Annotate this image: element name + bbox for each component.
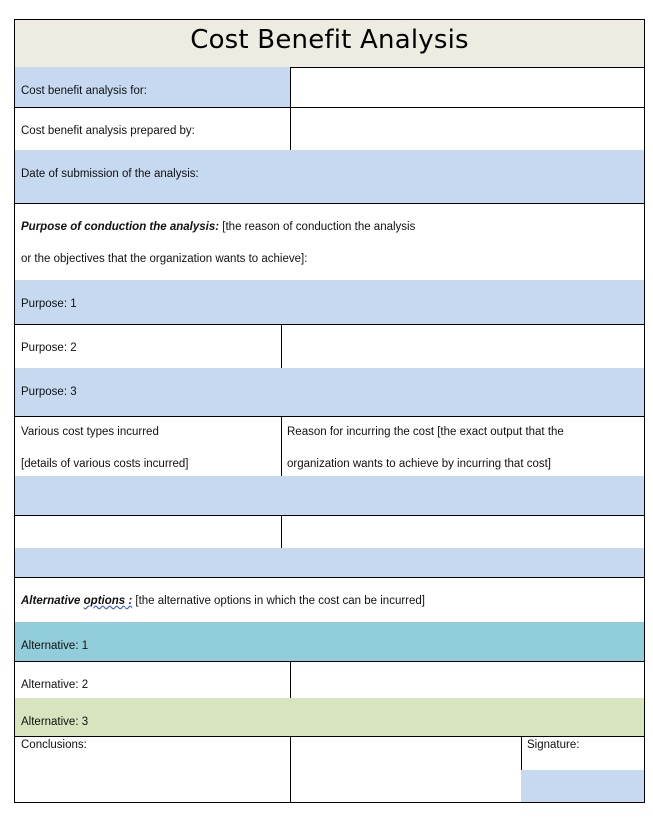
alternative-2-value-cell[interactable] (290, 661, 645, 699)
purpose-3-value-cell[interactable] (281, 368, 645, 417)
alternative-3-label-cell (14, 698, 291, 737)
alternative-3-label: Alternative: 3 (21, 716, 89, 728)
cost-row-1-right[interactable] (281, 476, 645, 516)
purpose-heading-line2: or the objectives that the organization wants to achieve]: (21, 253, 308, 265)
alternatives-heading-rest: [the alternative options in which the cost can be incurred] (132, 595, 425, 607)
prepared-by-label: Cost benefit analysis prepared by: (21, 125, 195, 137)
alternatives-heading-word1: Alternative (21, 595, 81, 607)
alternative-3-value-cell[interactable] (290, 698, 645, 737)
alternative-1-label: Alternative: 1 (21, 640, 89, 652)
cost-types-line1: Various cost types incurred (21, 426, 159, 438)
purpose-1-value-cell[interactable] (281, 280, 645, 325)
cost-reason-line2: organization wants to achieve by incurring that cost] (287, 458, 552, 470)
alternatives-heading (21, 595, 425, 607)
date-submission-label-cell (14, 150, 291, 204)
alternative-1-value-cell[interactable] (290, 622, 645, 662)
cost-types-line2: [details of various costs incurred] (21, 458, 189, 470)
cost-row-3-left[interactable] (14, 548, 282, 578)
alternatives-heading-word2: options (83, 595, 126, 607)
prepared-by-label-cell (14, 107, 291, 151)
purpose-1-label-cell (14, 280, 282, 325)
title-bar (14, 19, 645, 68)
date-submission-label: Date of submission of the analysis: (21, 168, 199, 180)
signature-label-cell (521, 736, 645, 771)
alternatives-heading-cell (14, 577, 645, 623)
cost-reason-line1: Reason for incurring the cost [the exact output that the (287, 426, 564, 438)
purpose-3-label-cell (14, 368, 282, 417)
purpose-heading-cell (14, 203, 645, 281)
alternative-2-label-cell (14, 661, 291, 699)
purpose-2-label: Purpose: 2 (21, 342, 77, 354)
alternative-1-label-cell (14, 622, 291, 662)
signature-value-cell[interactable] (521, 770, 645, 803)
conclusions-label-cell (14, 736, 291, 803)
purpose-heading (21, 221, 415, 233)
alternative-2-label: Alternative: 2 (21, 679, 89, 691)
analysis-for-value-cell[interactable] (290, 67, 645, 108)
purpose-3-label: Purpose: 3 (21, 386, 77, 398)
purpose-heading-rest: [the reason of conduction the analysis (219, 221, 416, 233)
cost-row-3-right[interactable] (281, 548, 645, 578)
page-title: Cost Benefit Analysis (190, 25, 469, 55)
analysis-for-label: Cost benefit analysis for: (21, 85, 147, 97)
signature-label: Signature: (527, 739, 580, 751)
prepared-by-value-cell[interactable] (290, 107, 645, 151)
conclusions-value-cell[interactable] (290, 736, 522, 803)
cost-types-header-cell (14, 416, 282, 477)
alternatives-heading-colon: : (125, 595, 133, 607)
cost-row-2-right[interactable] (281, 515, 645, 549)
cost-row-2-left[interactable] (14, 515, 282, 549)
purpose-1-label: Purpose: 1 (21, 298, 77, 310)
analysis-for-label-cell (14, 67, 291, 108)
purpose-2-label-cell (14, 324, 282, 369)
cost-row-1-left[interactable] (14, 476, 282, 516)
conclusions-label: Conclusions: (21, 739, 87, 751)
cost-reason-header-cell (281, 416, 645, 477)
purpose-2-value-cell[interactable] (281, 324, 645, 369)
purpose-heading-bold: Purpose of conduction the analysis: (21, 221, 220, 233)
date-submission-value-cell[interactable] (290, 150, 645, 204)
